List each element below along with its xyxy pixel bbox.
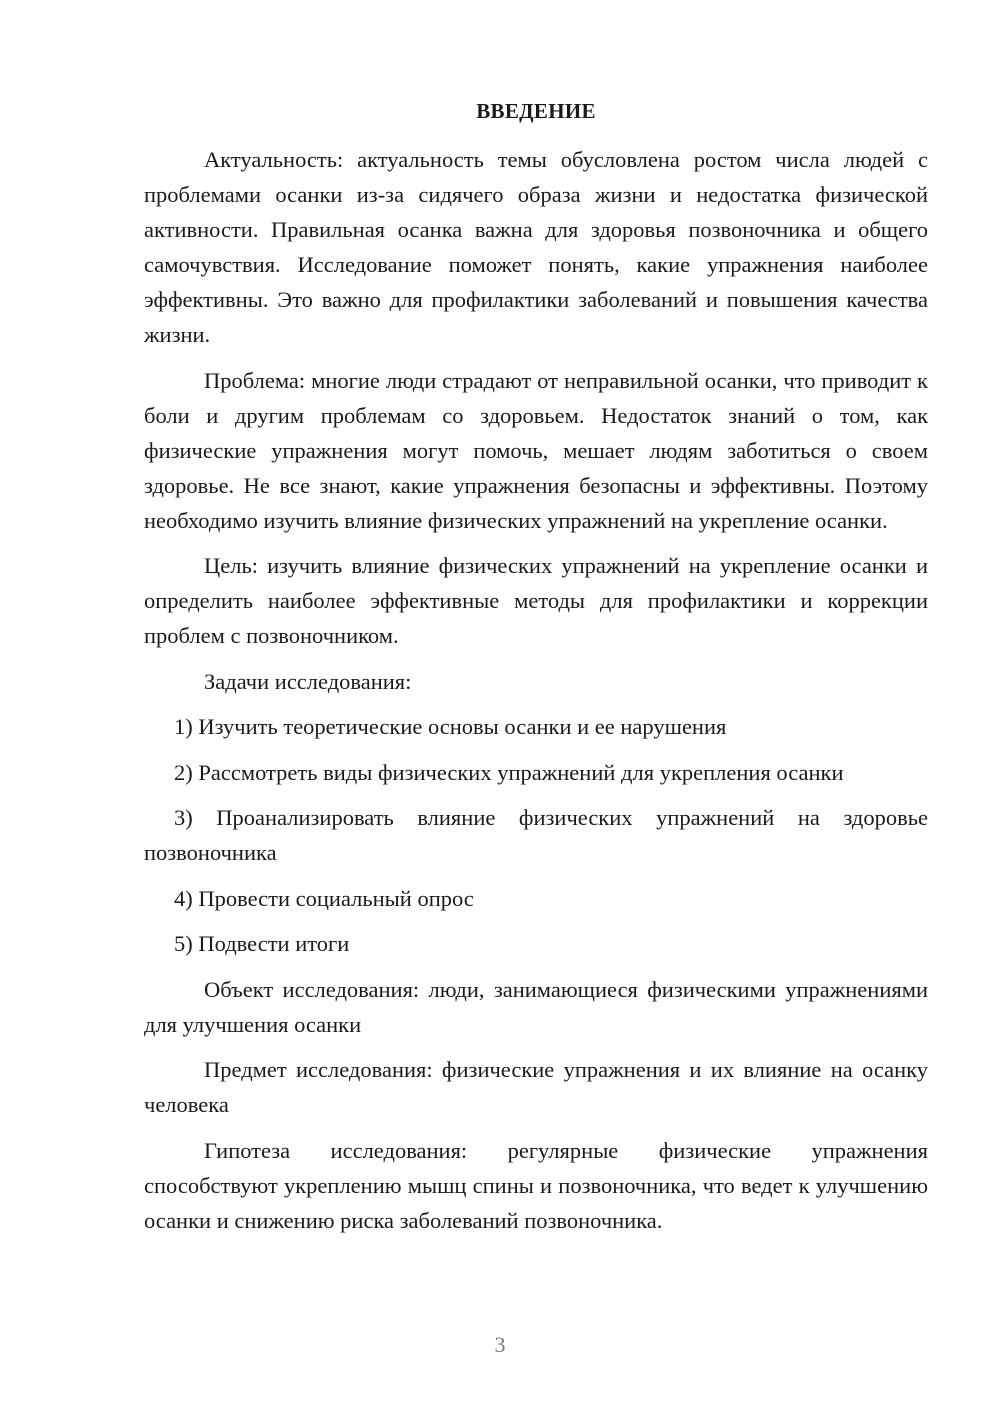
task-item-4: 4) Провести социальный опрос	[174, 885, 474, 911]
paragraph-relevance: Актуальность: актуальность темы обусловлена ростом числа людей с проблемами осанки из-за сидячего образа жизни и недостатка физической активности. Правильная осанка важна для здоровья позвоночника и общего самочувствия. Исследование поможет понять, какие упражнения наиболее эффективны. Это важно для профилактики заболеваний и повышения качества жизни.	[144, 147, 928, 347]
task-item-3: 3) Проанализировать влияние физических упражнений на здоровье позвоночника	[144, 805, 928, 865]
paragraph-tasks-heading: Задачи исследования:	[204, 668, 412, 694]
paragraph-goal: Цель: изучить влияние физических упражнений на укрепление осанки и определить наиболее эффективные методы для профилактики и коррекции проблем с позвоночником.	[144, 553, 928, 648]
task-item-2: 2) Рассмотреть виды физических упражнений для укрепления осанки	[174, 759, 844, 785]
task-item-5: 5) Подвести итоги	[174, 931, 350, 956]
document-body	[144, 142, 928, 1248]
paragraph-object: Объект исследования: люди, занимающиеся физическими упражнениями для улучшения осанки	[144, 976, 928, 1037]
paragraph-hypothesis: Гипотеза исследования: регулярные физические упражнения способствуют укреплению мышц спины и позвоночника, что ведет к улучшению осанки и снижению риска заболеваний позвоночника.	[144, 1137, 928, 1233]
section-title: ВВЕДЕНИЕ	[476, 99, 596, 123]
paragraph-problem: Проблема: многие люди страдают от неправильной осанки, что приводит к боли и другим проблемам со здоровьем. Недостаток знаний о том, как физические упражнения могут помочь, мешает людям заботиться о своем здоровье. Не все знают, какие упражнения безопасны и эффективны. Поэтому необходимо изучить влияние физических упражнений на укрепление осанки.	[144, 367, 928, 533]
task-item-1: 1) Изучить теоретические основы осанки и ее нарушения	[174, 714, 727, 739]
paragraph-subject: Предмет исследования: физические упражнения и их влияние на осанку человека	[144, 1057, 928, 1117]
page-number: 3	[494, 1332, 506, 1357]
